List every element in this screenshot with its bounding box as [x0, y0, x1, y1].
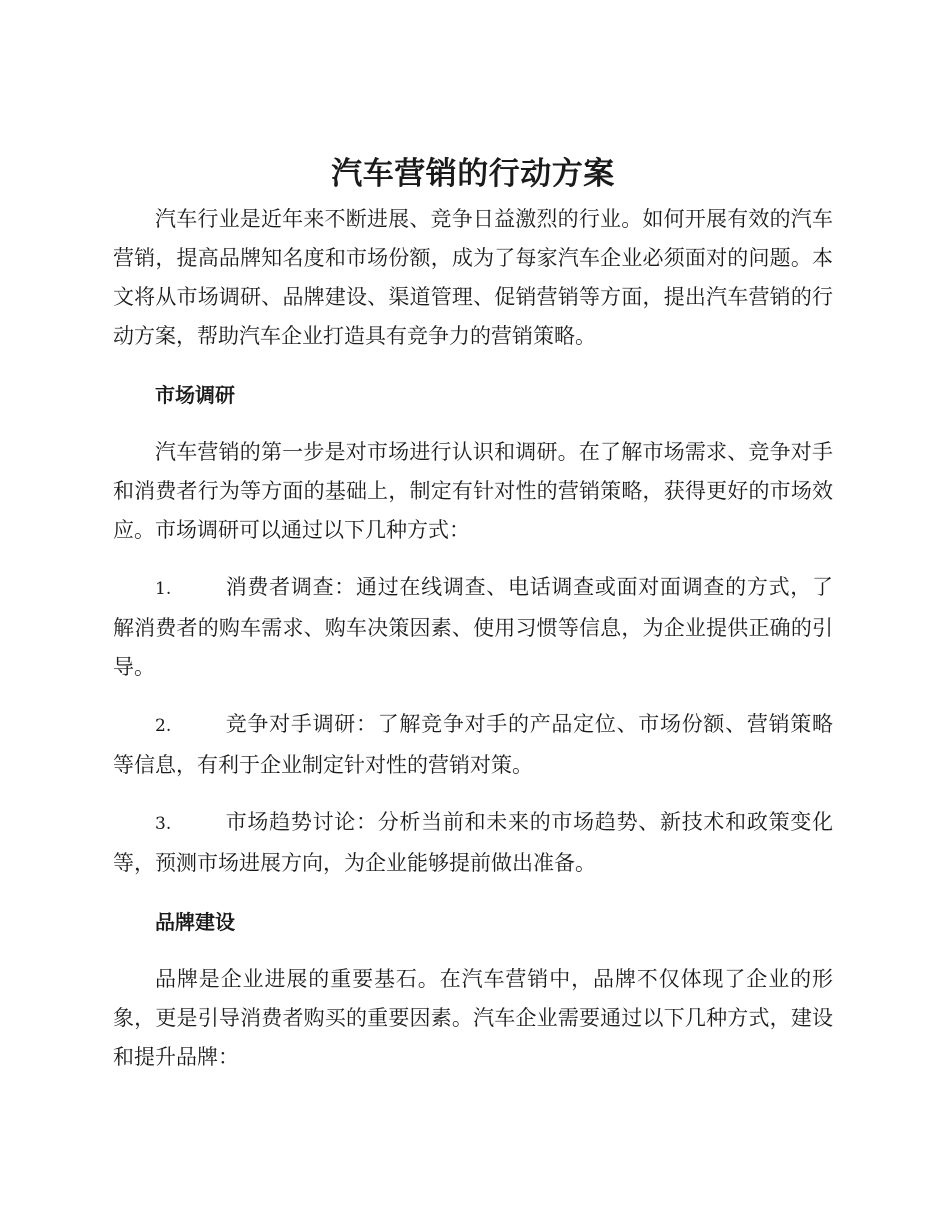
list-item-text: 市场趋势讨论：分析当前和未来的市场趋势、新技术和政策变化等，预测市场进展方向，为企业能够提前做出准备。 [113, 810, 833, 875]
list-item [113, 803, 833, 883]
document-page [113, 150, 833, 1077]
document-title: 汽车营销的行动方案 [331, 156, 615, 192]
list-item-number: 2. [155, 716, 172, 736]
section-heading-brand-building: 品牌建设 [155, 910, 235, 934]
list-item-text: 消费者调查：通过在线调查、电话调查或面对面调查的方式，了解消费者的购车需求、购车决策因素、使用习惯等信息，为企业提供正确的引导。 [113, 575, 833, 679]
market-research-paragraph: 汽车营销的第一步是对市场进行认识和调研。在了解市场需求、竞争对手和消费者行为等方面的基础上，制定有针对性的营销策略，获得更好的市场效应。市场调研可以通过以下几种方式： [113, 440, 833, 542]
list-item [113, 705, 833, 785]
list-item-text: 竞争对手调研：了解竞争对手的产品定位、市场份额、营销策略等信息，有利于企业制定针对性的营销对策。 [113, 712, 833, 777]
section-heading-market-research: 市场调研 [155, 383, 235, 407]
intro-paragraph: 汽车行业是近年来不断进展、竞争日益激烈的行业。如何开展有效的汽车营销，提高品牌知名度和市场份额，成为了每家汽车企业必须面对的问题。本文将从市场调研、品牌建设、渠道管理、促销营销等方面，提出汽车营销的行动方案，帮助汽车企业打造具有竞争力的营销策略。 [113, 207, 833, 348]
list-item [113, 568, 833, 687]
list-item-number: 1. [155, 579, 172, 599]
brand-building-paragraph: 品牌是企业进展的重要基石。在汽车营销中，品牌不仅体现了企业的形象，更是引导消费者购买的重要因素。汽车企业需要通过以下几种方式，建设和提升品牌： [113, 967, 833, 1069]
list-item-number: 3. [155, 814, 172, 834]
